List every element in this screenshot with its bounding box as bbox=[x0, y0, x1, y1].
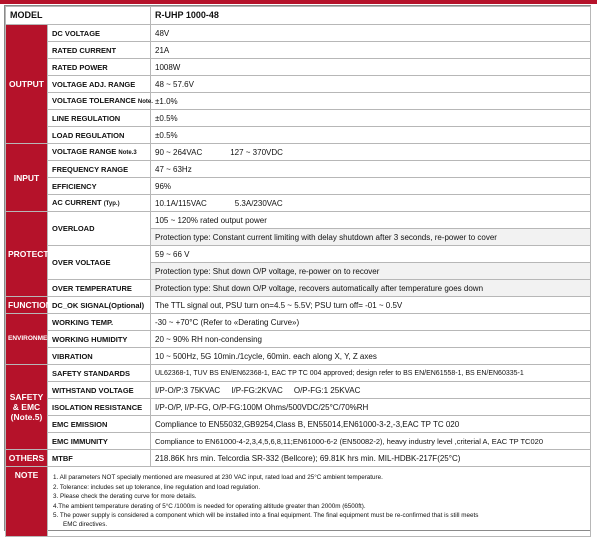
row-label: DC VOLTAGE bbox=[48, 25, 151, 42]
note-line: EMC directives. bbox=[63, 521, 108, 529]
row-value: 90 ~ 264VAC 127 ~ 370VDC bbox=[151, 144, 591, 161]
row-label: EMC IMMUNITY bbox=[48, 433, 151, 450]
row-label: VIBRATION bbox=[48, 348, 151, 365]
row-value: The TTL signal out, PSU turn on=4.5 ~ 5.5V; PSU turn off= -01 ~ 0.5V bbox=[151, 297, 591, 314]
row-value: 105 ~ 120% rated output power bbox=[151, 212, 591, 229]
label-note: (Typ.) bbox=[103, 200, 120, 207]
table-row bbox=[6, 59, 591, 76]
table-row bbox=[6, 433, 591, 450]
table-row bbox=[6, 195, 591, 212]
row-value: ±0.5% bbox=[151, 110, 591, 127]
table-row bbox=[6, 280, 591, 297]
row-value: 21A bbox=[151, 42, 591, 59]
row-label: AC CURRENT (Typ.) bbox=[48, 195, 151, 212]
row-label: WORKING TEMP. bbox=[48, 314, 151, 331]
section-input: INPUT bbox=[6, 144, 48, 212]
table-row bbox=[6, 144, 591, 161]
table-row bbox=[6, 365, 591, 382]
row-label: EFFICIENCY bbox=[48, 178, 151, 195]
row-label: VOLTAGE TOLERANCE Note. bbox=[48, 93, 151, 110]
table-row bbox=[6, 416, 591, 433]
spec-table bbox=[5, 6, 591, 537]
table-row bbox=[6, 348, 591, 365]
table-row bbox=[6, 161, 591, 178]
table-row bbox=[6, 382, 591, 399]
row-label: WORKING HUMIDITY bbox=[48, 331, 151, 348]
label-note: Note.3 bbox=[118, 149, 137, 156]
row-value: 96% bbox=[151, 178, 591, 195]
row-label: OVER VOLTAGE bbox=[48, 246, 151, 280]
row-value: UL62368-1, TUV BS EN/EN62368-1, EAC TP TC 004 approved; design refer to BS EN/EN61558-1, BS EN/EN60335-1 bbox=[151, 365, 591, 382]
row-label: FREQUENCY RANGE bbox=[48, 161, 151, 178]
row-label: LINE REGULATION bbox=[48, 110, 151, 127]
row-value: 47 ~ 63Hz bbox=[151, 161, 591, 178]
row-value: I/P-O/P, I/P-FG, O/P-FG:100M Ohms/500VDC/25°C/70%RH bbox=[151, 399, 591, 416]
note-line: 5. The power supply is considered a component which will be installed into a final equipment. The final equipment must be re-confirmed that is still meets bbox=[53, 511, 479, 519]
row-value: I/P-O/P:3 75KVAC I/P-FG:2KVAC O/P-FG:1 25KVAC bbox=[151, 382, 591, 399]
row-value: 1008W bbox=[151, 59, 591, 76]
row-label: MTBF bbox=[48, 450, 151, 467]
table-row bbox=[6, 331, 591, 348]
table-row bbox=[6, 42, 591, 59]
model-value: R-UHP 1000-48 bbox=[151, 7, 591, 25]
top-accent-bar bbox=[0, 0, 597, 4]
table-row bbox=[6, 110, 591, 127]
table-row bbox=[6, 127, 591, 144]
section-function: FUNCTION bbox=[6, 297, 48, 314]
row-value: 48V bbox=[151, 25, 591, 42]
table-row bbox=[6, 450, 591, 467]
section-environment: ENVIRONMENT bbox=[6, 314, 48, 365]
row-value: 20 ~ 90% RH non-condensing bbox=[151, 331, 591, 348]
row-value: 10 ~ 500Hz, 5G 10min./1cycle, 60min. each along X, Y, Z axes bbox=[151, 348, 591, 365]
section-others: OTHERS bbox=[6, 450, 48, 467]
table-row bbox=[6, 93, 591, 110]
table-row bbox=[6, 399, 591, 416]
table-row bbox=[6, 178, 591, 195]
row-label: LOAD REGULATION bbox=[48, 127, 151, 144]
row-label: ISOLATION RESISTANCE bbox=[48, 399, 151, 416]
row-value: ±1.0% bbox=[151, 93, 591, 110]
note-row bbox=[6, 467, 591, 537]
row-value: Protection type: Constant current limiting with delay shutdown after 3 seconds, re-power to cover bbox=[151, 229, 591, 246]
row-value: 10.1A/115VAC 5.3A/230VAC bbox=[151, 195, 591, 212]
row-value: ±0.5% bbox=[151, 127, 591, 144]
table-row bbox=[6, 297, 591, 314]
row-value: Compliance to EN55032,GB9254,Class B, EN55014,EN61000-3-2,-3,EAC TP TC 020 bbox=[151, 416, 591, 433]
row-label: VOLTAGE RANGE Note.3 bbox=[48, 144, 151, 161]
table-row bbox=[6, 246, 591, 263]
table-row bbox=[6, 76, 591, 93]
row-value: Protection type: Shut down O/P voltage, re-power on to recover bbox=[151, 263, 591, 280]
row-value: Protection type: Shut down O/P voltage, recovers automatically after temperature goes down bbox=[151, 280, 591, 297]
section-note: NOTE bbox=[6, 467, 48, 537]
row-label: WITHSTAND VOLTAGE bbox=[48, 382, 151, 399]
row-label: RATED CURRENT bbox=[48, 42, 151, 59]
row-label: OVERLOAD bbox=[48, 212, 151, 246]
model-label: MODEL bbox=[6, 7, 151, 25]
table-row bbox=[6, 314, 591, 331]
note-line: 2. Tolerance: includes set up tolerance, line regulation and load regulation. bbox=[53, 483, 261, 491]
row-label: RATED POWER bbox=[48, 59, 151, 76]
section-safety-emc: SAFETY & EMC (Note.5) bbox=[6, 365, 48, 450]
note-line: 4.The ambient temperature derating of 5°C /1000m is needed for operating altitude greater than 2000m (6500ft). bbox=[53, 502, 366, 510]
row-value: 59 ~ 66 V bbox=[151, 246, 591, 263]
spec-sheet bbox=[4, 5, 591, 531]
row-label: OVER TEMPERATURE bbox=[48, 280, 151, 297]
row-value: 218.86K hrs min. Telcordia SR-332 (Bellcore); 69.81K hrs min. MIL-HDBK-217F(25°C) bbox=[151, 450, 591, 467]
row-label: DC_OK SIGNAL(Optional) bbox=[48, 297, 151, 314]
row-label: SAFETY STANDARDS bbox=[48, 365, 151, 382]
row-value: Compliance to EN61000-4-2,3,4,5,6,8,11;EN61000-6-2 (EN50082-2), heavy industry level ,criterial A, EAC TP TC020 bbox=[151, 433, 591, 450]
section-output: OUTPUT bbox=[6, 25, 48, 144]
note-text bbox=[48, 467, 591, 537]
table-row bbox=[6, 212, 591, 229]
row-label: EMC EMISSION bbox=[48, 416, 151, 433]
note-line: 3. Please check the derating curve for more details. bbox=[53, 493, 197, 501]
table-row bbox=[6, 25, 591, 42]
model-row bbox=[6, 7, 591, 25]
row-value: -30 ~ +70°C (Refer to «Derating Curve») bbox=[151, 314, 591, 331]
row-label: VOLTAGE ADJ. RANGE bbox=[48, 76, 151, 93]
label-note: Note. bbox=[137, 98, 153, 105]
row-value: 48 ~ 57.6V bbox=[151, 76, 591, 93]
note-line: 1. All parameters NOT specially mentioned are measured at 230 VAC input, rated load and 25°C ambient temperature. bbox=[53, 474, 383, 482]
section-protection: PROTECTION bbox=[6, 212, 48, 297]
